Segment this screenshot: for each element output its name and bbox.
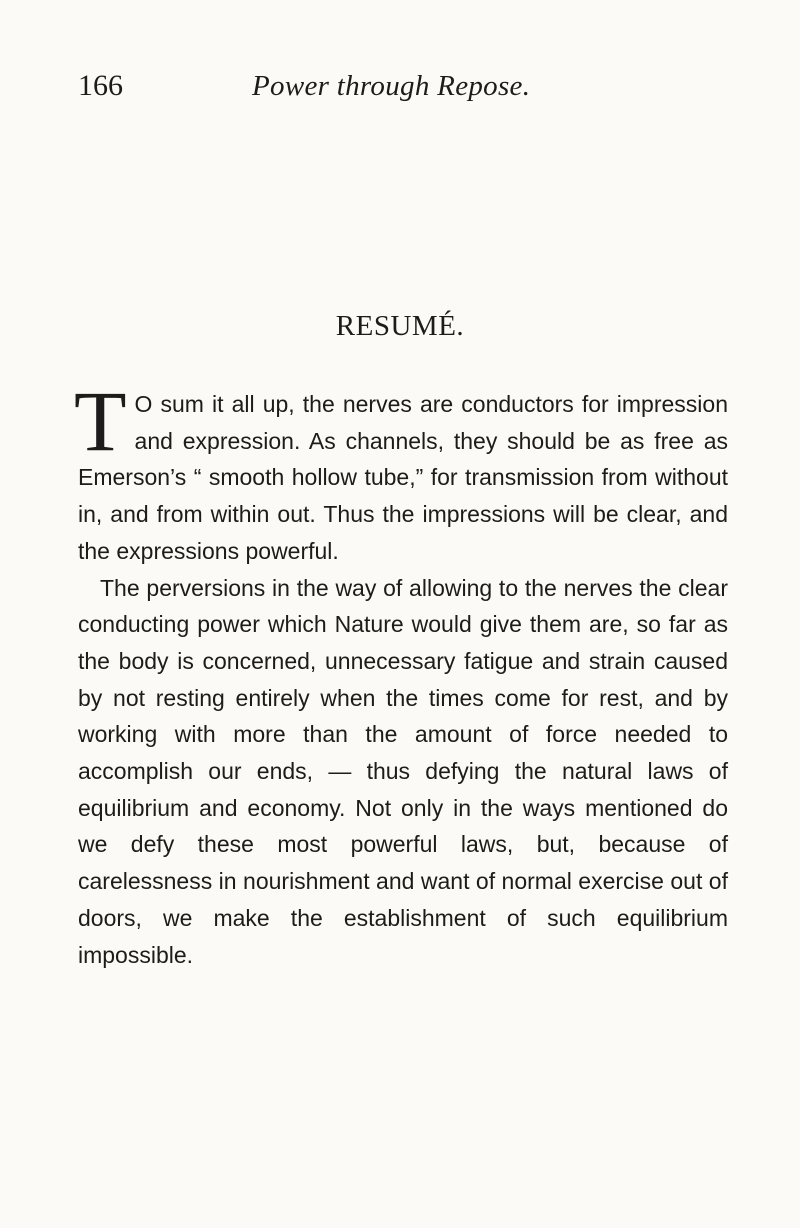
page-number: 166 [78,69,123,102]
running-head [78,68,728,108]
running-title: Power through Repose. [252,70,531,102]
body-text [74,373,728,973]
paragraph [78,570,728,974]
section-heading: RESUMÉ. [335,310,465,342]
paragraph [74,373,728,570]
paragraph-text: O sum it all up, the nerves are conductors for impression and expression. As channels, they should be as free as Emerson’s “ smooth hollow tube,” for transmission from without in, and from within out. Thus the impressions will be clear, and the expressions powerful. [78,391,728,564]
paragraph-text: The perversions in the way of allowing to the nerves the clear conducting power which Nature would give them are, so far as the body is concerned, unnecessary fatigue and strain caused by not resting entirely when the times come for rest, and by working with more than the amount of force needed to accomplish our ends, — thus defying the natural laws of equilibrium and economy. Not only in the ways mentioned do we defy these most powerful laws, but, because of carelessness in nourishment and want of normal exercise out of doors, we make the establishment of such equilibrium impossible. [78,574,728,968]
drop-cap: T [74,373,127,469]
